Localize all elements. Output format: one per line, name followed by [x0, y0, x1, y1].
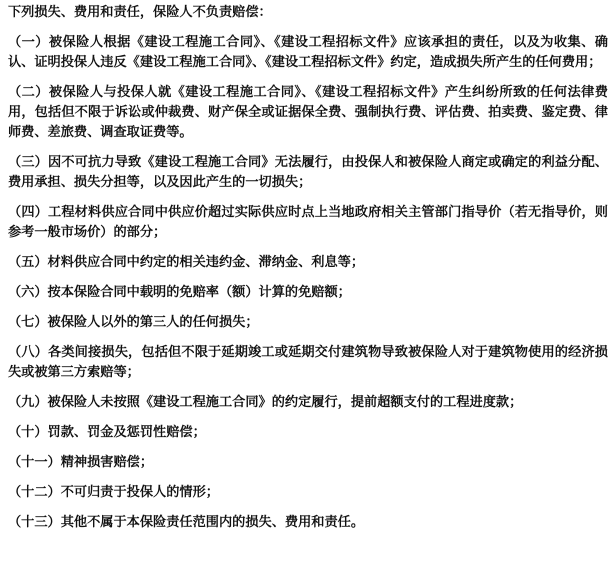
exclusion-clause-10: （十）罚款、罚金及惩罚性赔偿； [8, 425, 206, 440]
exclusion-clause-6: （六）按本保险合同中载明的免赔率（额）计算的免赔额； [8, 285, 351, 300]
exclusion-clause-5: （五）材料供应合同中约定的相关违约金、滞纳金、利息等； [8, 255, 365, 270]
exclusion-clause-12: （十二）不可归责于投保人的情形； [8, 485, 219, 500]
exclusion-clause-2: （二）被保险人与投保人就《建设工程施工合同》、《建设工程招标文件》产生纠纷所致的任何法律费用，包括但不限于诉讼或仲裁费、财产保全或证据保全费、强制执行费、评估费、拍卖费、鉴定费、律师费、差旅费、调查取证费等。 [8, 85, 608, 140]
exclusion-clause-list [8, 33, 608, 533]
exclusion-clause-4: （四）工程材料供应合同中供应价超过实际供应时点上当地政府相关主管部门指导价（若无指导价，则参考一般市场价）的部分； [8, 205, 608, 240]
exclusions-intro: 下列损失、费用和责任，保险人不负责赔偿： [8, 5, 272, 20]
exclusion-clause-13: （十三）其他不属于本保险责任范围内的损失、费用和责任。 [8, 515, 365, 530]
exclusion-clause-1: （一）被保险人根据《建设工程施工合同》、《建设工程招标文件》应该承担的责任，以及为收集、确认、证明投保人违反《建设工程施工合同》、《建设工程招标文件》约定，造成损失所产生的任何费用； [8, 35, 608, 70]
exclusion-clause-8: （八）各类间接损失，包括但不限于延期竣工或延期交付建筑物导致被保险人对于建筑物使用的经济损失或被第三方索赔等； [8, 345, 608, 380]
exclusion-clause-11: （十一）精神损害赔偿； [8, 455, 154, 470]
exclusion-clause-7: （七）被保险人以外的第三人的任何损失； [8, 315, 259, 330]
exclusion-clause-3: （三）因不可抗力导致《建设工程施工合同》无法履行，由投保人和被保险人商定或确定的利益分配、费用承担、损失分担等，以及因此产生的一切损失； [8, 155, 608, 190]
exclusion-clause-9: （九）被保险人未按照《建设工程施工合同》的约定履行，提前超额支付的工程进度款； [8, 395, 523, 410]
